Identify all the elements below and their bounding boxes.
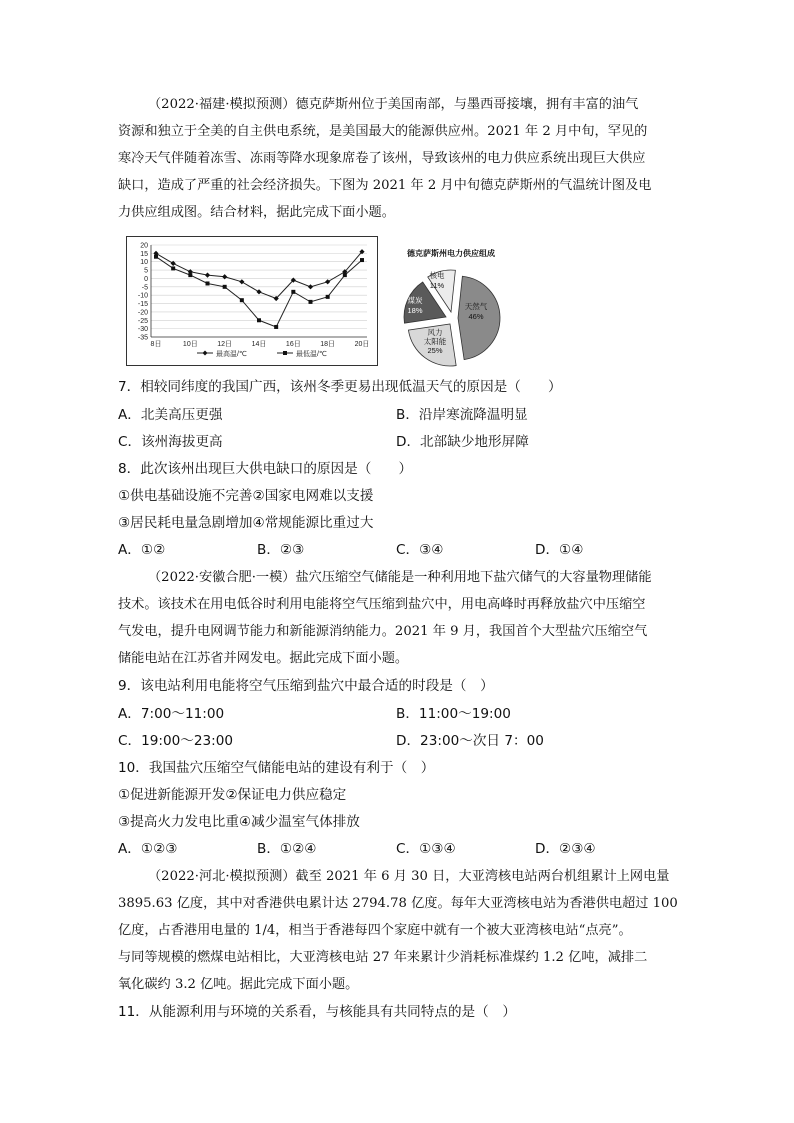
option-b[interactable]: B．11:00～19:00 bbox=[396, 706, 511, 722]
option-b[interactable]: B．①②④ bbox=[257, 841, 317, 857]
y-tick-label: -20 bbox=[137, 309, 148, 317]
statement-line: ①供电基础设施不完善②国家电网难以支援 bbox=[118, 488, 374, 504]
data-point-min bbox=[257, 318, 261, 322]
data-point-min bbox=[274, 325, 278, 329]
y-tick-label: -10 bbox=[137, 292, 148, 300]
y-tick-label: 20 bbox=[140, 242, 148, 250]
option-c[interactable]: C．①③④ bbox=[396, 841, 456, 857]
data-point-min bbox=[309, 300, 313, 304]
passage-line: 气发电，提升电网调节能力和新能源消纳能力。2021 年 9 月，我国首个大型盐穴压缩空气 bbox=[118, 624, 648, 639]
passage-line: 储能电站在江苏省并网发电。据此完成下面小题。 bbox=[118, 651, 409, 666]
passage-line: 与同等规模的燃煤电站相比，大亚湾核电站 27 年来累计少消耗标准煤约 1.2 亿吨，减排二 bbox=[118, 950, 648, 965]
data-point-min bbox=[188, 273, 192, 277]
data-point-min bbox=[326, 295, 330, 299]
y-tick-label: -5 bbox=[141, 284, 148, 292]
x-tick-label: 8日 bbox=[150, 341, 162, 348]
question-stem: 10．我国盐穴压缩空气储能电站的建设有利于（ ） bbox=[118, 760, 435, 776]
data-point-min bbox=[343, 273, 347, 277]
data-point-max bbox=[325, 279, 330, 284]
passage-line: 亿度，占香港用电量的 1/4，相当于香港每四个家庭中就有一个被大亚湾核电站“点亮”。 bbox=[118, 923, 632, 938]
data-point-min bbox=[206, 281, 210, 285]
data-point-min bbox=[154, 255, 158, 259]
pie-label-gas bbox=[454, 302, 498, 322]
question-stem: 7．相较同纬度的我国广西，该州冬季更易出现低温天气的原因是（ ） bbox=[118, 379, 562, 395]
pie-label-coal-value: 18% bbox=[407, 306, 423, 315]
legend-label-min: 最低温/℃ bbox=[296, 351, 327, 358]
data-point-min bbox=[291, 290, 295, 294]
x-tick-label: 12日 bbox=[217, 341, 233, 348]
option-d[interactable]: D．①④ bbox=[535, 542, 584, 558]
statement-line: ③提高火力发电比重④减少温室气体排放 bbox=[118, 814, 360, 830]
x-tick-label: 10日 bbox=[182, 341, 198, 348]
option-d[interactable]: D．23:00～次日 7：00 bbox=[396, 733, 544, 749]
question-stem: 9．该电站利用电能将空气压缩到盐穴中最合适的时段是（ ） bbox=[118, 678, 494, 694]
option-d[interactable]: D．②③④ bbox=[535, 841, 596, 857]
pie-label-nuclear-value: 11% bbox=[429, 281, 445, 290]
passage-line: （2022·福建·模拟预测）德克萨斯州位于美国南部，与墨西哥接壤，拥有丰富的油气 bbox=[148, 97, 639, 112]
option-d[interactable]: D．北部缺少地形屏障 bbox=[396, 434, 529, 450]
passage-line: 寒冷天气伴随着冻雪、冻雨等降水现象席卷了该州，导致该州的电力供应系统出现巨大供应 bbox=[118, 151, 646, 166]
legend-marker-max bbox=[203, 351, 208, 356]
question-stem: 11．从能源利用与环境的关系看，与核能具有共同特点的是（ ） bbox=[118, 1004, 516, 1020]
data-point-min bbox=[171, 266, 175, 270]
y-tick-label: -30 bbox=[137, 326, 148, 334]
option-a[interactable]: A．①② bbox=[118, 542, 166, 558]
data-point-max bbox=[205, 273, 210, 278]
passage-line: 氧化碳约 3.2 亿吨。据此完成下面小题。 bbox=[118, 977, 359, 992]
x-tick-label: 16日 bbox=[285, 341, 301, 348]
pie-label-wind-value: 25% bbox=[427, 346, 443, 355]
question-stem: 8．此次该州出现巨大供电缺口的原因是（ ） bbox=[118, 461, 413, 477]
y-tick-label: 0 bbox=[144, 275, 148, 283]
data-point-max bbox=[256, 289, 261, 294]
legend-label-max: 最高温/℃ bbox=[216, 351, 247, 358]
option-b[interactable]: B．②③ bbox=[257, 542, 305, 558]
pie-label-wind-solar bbox=[418, 328, 452, 355]
temperature-chart-svg bbox=[127, 237, 377, 365]
option-c[interactable]: C．该州海拔更高 bbox=[118, 434, 223, 450]
data-point-min bbox=[240, 298, 244, 302]
y-tick-label: 5 bbox=[144, 267, 148, 275]
option-b[interactable]: B．沿岸寒流降温明显 bbox=[396, 407, 528, 423]
passage-line: 技术。该技术在用电低谷时利用电能将空气压缩到盐穴中，用电高峰时再释放盐穴中压缩空 bbox=[118, 597, 646, 612]
x-tick-label: 18日 bbox=[320, 341, 336, 348]
data-point-min bbox=[360, 258, 364, 262]
x-tick-label: 14日 bbox=[251, 341, 267, 348]
option-a[interactable]: A．北美高压更强 bbox=[118, 407, 223, 423]
passage-line: （2022·河北·模拟预测）截至 2021 年 6 月 30 日，大亚湾核电站两台机组累计上网电量 bbox=[148, 869, 670, 884]
pie-label-nuclear bbox=[424, 271, 450, 291]
pie-label-wind-name1: 风力 bbox=[427, 328, 443, 337]
pie-label-nuclear-name: 核电 bbox=[429, 271, 445, 280]
statement-line: ③居民耗电量急剧增加④常规能源比重过大 bbox=[118, 515, 374, 531]
pie-title: 德克萨斯州电力供应组成 bbox=[407, 249, 495, 258]
pie-label-coal-name: 煤炭 bbox=[407, 296, 423, 305]
pie-label-gas-value: 46% bbox=[468, 312, 484, 321]
passage-line: 缺口，造成了严重的社会经济损失。下图为 2021 年 2 月中旬德克萨斯州的气温统计图及电 bbox=[118, 178, 652, 193]
y-tick-label: -25 bbox=[137, 317, 148, 325]
pie-label-gas-name: 天然气 bbox=[464, 302, 488, 311]
option-c[interactable]: C．③④ bbox=[396, 542, 444, 558]
data-point-max bbox=[308, 284, 313, 289]
legend-marker-min bbox=[283, 351, 287, 355]
passage-line: 资源和独立于全美的自主供电系统，是美国最大的能源供应州。2021 年 2 月中旬，罕见的 bbox=[118, 124, 648, 139]
power-supply-pie-chart bbox=[392, 244, 510, 370]
pie-label-coal bbox=[402, 296, 428, 316]
data-point-max bbox=[239, 279, 244, 284]
y-tick-label: -35 bbox=[137, 334, 148, 342]
y-tick-label: -15 bbox=[137, 301, 148, 309]
passage-line: 3895.63 亿度，其中对香港供电累计达 2794.78 亿度。每年大亚湾核电站为香港供电超过 100 bbox=[118, 896, 678, 911]
statement-line: ①促进新能源开发②保证电力供应稳定 bbox=[118, 787, 347, 803]
x-tick-label: 20日 bbox=[354, 341, 370, 348]
temperature-chart bbox=[126, 236, 378, 366]
y-tick-label: 15 bbox=[140, 250, 148, 258]
passage-line: （2022·安徽合肥·一模）盐穴压缩空气储能是一种利用地下盐穴储气的大容量物理储能 bbox=[148, 570, 652, 585]
option-a[interactable]: A．7:00～11:00 bbox=[118, 706, 225, 722]
passage-line: 力供应组成图。结合材料，据此完成下面小题。 bbox=[118, 205, 395, 220]
option-c[interactable]: C．19:00～23:00 bbox=[118, 733, 234, 749]
y-tick-label: 10 bbox=[140, 259, 148, 267]
option-a[interactable]: A．①②③ bbox=[118, 841, 178, 857]
data-point-min bbox=[223, 285, 227, 289]
pie-label-wind-name2: 太阳能 bbox=[423, 337, 447, 346]
